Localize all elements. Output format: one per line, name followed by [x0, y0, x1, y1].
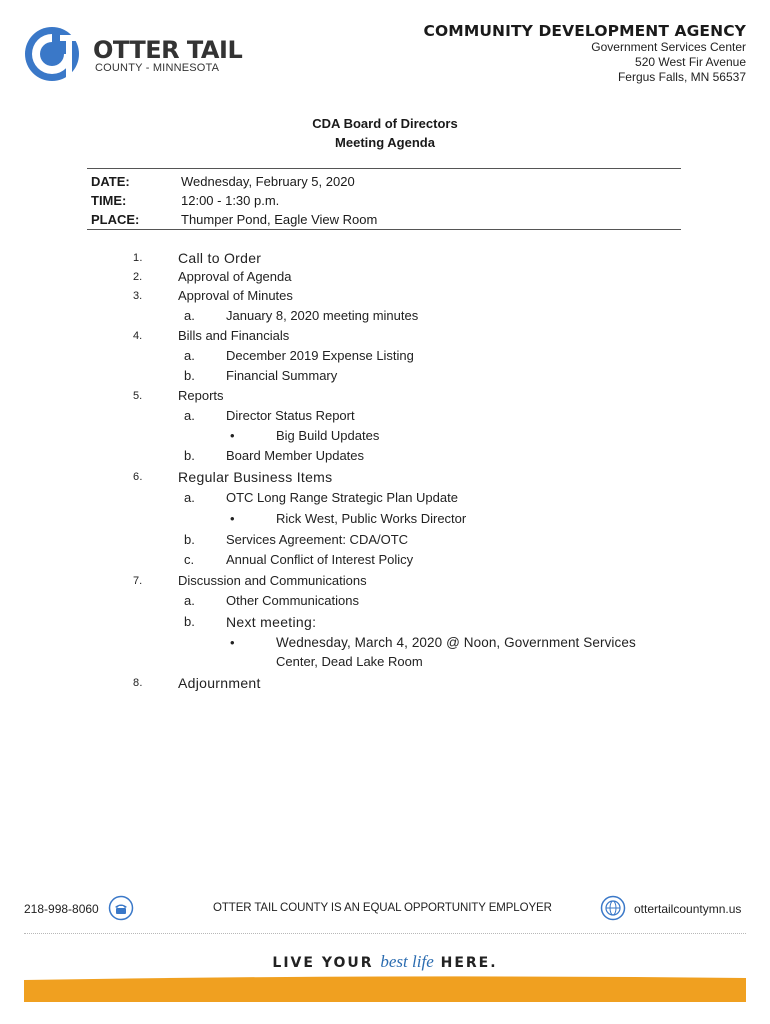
subitem-text: Next meeting:: [226, 614, 317, 630]
item-text: Regular Business Items: [178, 469, 333, 485]
subitem-text: OTC Long Range Strategic Plan Update: [226, 490, 458, 505]
item-text: Call to Order: [178, 250, 262, 266]
item-text: Approval of Minutes: [178, 288, 293, 303]
divider-top: [87, 168, 681, 169]
subitem-letter: a.: [184, 348, 195, 363]
subitem-letter: a.: [184, 408, 195, 423]
item-number: 2.: [133, 271, 143, 283]
subitem-letter: a.: [184, 490, 195, 505]
bullet-icon: •: [230, 635, 235, 650]
bullet-text: Rick West, Public Works Director: [276, 511, 467, 526]
bullet-icon: •: [230, 511, 235, 526]
county-name: OTTER TAIL: [93, 36, 243, 64]
footer-divider: [24, 933, 746, 934]
footer-accent-bar: [24, 974, 746, 1002]
item-text: Reports: [178, 388, 224, 403]
bullet-text: Center, Dead Lake Room: [276, 654, 423, 669]
website-link[interactable]: ottertailcountymn.us: [634, 902, 742, 916]
subitem-letter: b.: [184, 448, 195, 463]
place-value: Thumper Pond, Eagle View Room: [181, 212, 378, 227]
subitem-letter: a.: [184, 593, 195, 608]
item-number: 7.: [133, 575, 143, 587]
subitem-letter: c.: [184, 552, 195, 567]
tagline-script: best life: [380, 952, 434, 971]
phone-icon: [108, 895, 134, 921]
agency-block: [424, 22, 746, 85]
time-label: TIME:: [91, 193, 127, 208]
date-label: DATE:: [91, 174, 130, 189]
bullet-text: Big Build Updates: [276, 428, 380, 443]
item-number: 6.: [133, 471, 143, 483]
subitem-text: Annual Conflict of Interest Policy: [226, 552, 414, 567]
title-line-1: CDA Board of Directors: [312, 116, 458, 131]
subitem-letter: a.: [184, 308, 195, 323]
subitem-text: Services Agreement: CDA/OTC: [226, 532, 409, 547]
tagline-post: HERE.: [440, 955, 498, 971]
subitem-text: Director Status Report: [226, 408, 355, 423]
item-number: 3.: [133, 290, 143, 302]
subitem-text: Financial Summary: [226, 368, 338, 383]
globe-icon: [600, 895, 626, 921]
county-subtitle: COUNTY - MINNESOTA: [95, 62, 220, 74]
date-value: Wednesday, February 5, 2020: [181, 174, 355, 189]
subitem-text: Board Member Updates: [226, 448, 365, 463]
bullet-text: Wednesday, March 4, 2020 @ Noon, Government Services: [276, 635, 636, 650]
tagline: [0, 952, 770, 972]
footer-phone: 218-998-8060: [24, 902, 99, 916]
subitem-text: January 8, 2020 meeting minutes: [226, 308, 419, 323]
tagline-pre: LIVE YOUR: [272, 955, 374, 971]
subitem-text: Other Communications: [226, 593, 359, 608]
place-label: PLACE:: [91, 212, 140, 227]
item-text: Approval of Agenda: [178, 269, 292, 284]
bullet-icon: •: [230, 428, 235, 443]
item-text: Bills and Financials: [178, 328, 290, 343]
item-number: 4.: [133, 330, 143, 342]
subitem-text: December 2019 Expense Listing: [226, 348, 414, 363]
item-number: 8.: [133, 677, 143, 689]
time-value: 12:00 - 1:30 p.m.: [181, 193, 280, 208]
subitem-letter: b.: [184, 368, 195, 383]
document-title: [0, 114, 770, 152]
title-line-2: Meeting Agenda: [335, 135, 435, 150]
otter-tail-logo-icon: [24, 26, 84, 86]
divider-bottom: [87, 229, 681, 230]
item-number: 1.: [133, 252, 143, 264]
agency-address-line: Fergus Falls, MN 56537: [617, 70, 746, 84]
agency-name: COMMUNITY DEVELOPMENT AGENCY: [423, 22, 746, 40]
equal-opportunity-statement: OTTER TAIL COUNTY IS AN EQUAL OPPORTUNITY EMPLOYER: [213, 902, 552, 914]
item-number: 5.: [133, 390, 143, 402]
agency-address-line: Government Services Center: [591, 40, 746, 54]
subitem-letter: b.: [184, 614, 195, 629]
subitem-letter: b.: [184, 532, 195, 547]
item-text: Discussion and Communications: [178, 573, 367, 588]
agency-address-line: 520 West Fir Avenue: [635, 55, 746, 69]
item-text: Adjournment: [178, 675, 261, 691]
